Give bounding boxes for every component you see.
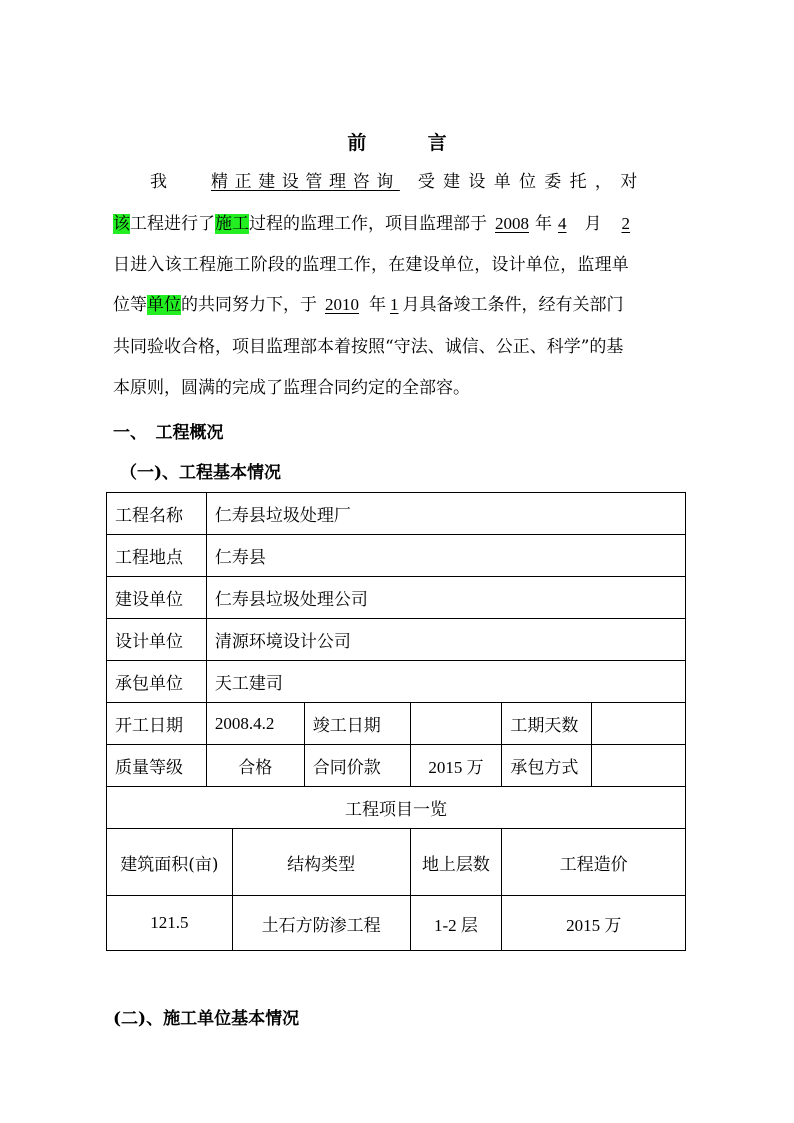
highlight-1: 该 — [113, 214, 130, 234]
supervisor-org-name: 精正建设管理咨询 — [211, 172, 400, 192]
para-line-4: 位等单位的共同努力下，于 2010 年 1 月具备竣工条件，经有关部门 — [113, 295, 624, 315]
start-day: 2 — [621, 214, 630, 233]
title-char-left: 前 — [347, 132, 367, 154]
section-heading-1-1: （一)、工程基本情况 — [120, 463, 282, 483]
table-row — [107, 703, 686, 745]
section-heading-1: 一、 工程概况 — [113, 423, 224, 443]
end-date-value — [410, 703, 502, 745]
cell-label: 承包单位 — [107, 661, 207, 703]
cell-label: 质量等级 — [107, 745, 207, 787]
start-date-value: 2008.4.2 — [206, 703, 304, 745]
cell-label: 建设单位 — [107, 577, 207, 619]
table-row — [107, 661, 686, 703]
cell-label: 承包方式 — [502, 745, 592, 787]
para-line-6: 本原则，圆满的完成了监理合同约定的全部容。 — [113, 378, 470, 398]
page-title — [0, 128, 794, 155]
cell-value: 仁寿县 — [206, 535, 685, 577]
highlight-3: 单位 — [147, 295, 181, 315]
highlight-2: 施工 — [215, 214, 249, 234]
cell-label: 工程名称 — [107, 493, 207, 535]
cell-value: 仁寿县垃圾处理公司 — [206, 577, 685, 619]
start-year: 2008 — [495, 214, 529, 233]
header-floors: 地上层数 — [410, 829, 502, 896]
table-row — [107, 577, 686, 619]
value-cost: 2015 万 — [502, 896, 686, 951]
cell-label: 工程地点 — [107, 535, 207, 577]
project-info-table — [106, 492, 686, 951]
mode-value — [592, 745, 686, 787]
para-line-1: 我 精正建设管理咨询 受建设单位委托，对 — [150, 172, 646, 192]
cell-value: 仁寿县垃圾处理厂 — [206, 493, 685, 535]
section-heading-1-2: (二)、施工单位基本情况 — [113, 1009, 300, 1029]
table-row — [107, 745, 686, 787]
cell-value: 清源环境设计公司 — [206, 619, 685, 661]
title-char-right: 言 — [427, 132, 447, 154]
table-row — [107, 535, 686, 577]
cell-label: 工期天数 — [502, 703, 592, 745]
table-row — [107, 896, 686, 951]
overview-title: 工程项目一览 — [107, 787, 686, 829]
value-area: 121.5 — [107, 896, 233, 951]
value-structure: 土石方防渗工程 — [232, 896, 410, 951]
completion-year: 2010 — [325, 295, 359, 314]
para-line-3: 日进入该工程施工阶段的监理工作，在建设单位，设计单位，监理单 — [113, 255, 629, 275]
cell-value: 天工建司 — [206, 661, 685, 703]
para-line-2: 该工程进行了施工过程的监理工作，项目监理部于 2008 年 4 月 2 — [113, 214, 630, 234]
days-value — [592, 703, 686, 745]
header-structure: 结构类型 — [232, 829, 410, 896]
header-area: 建筑面积(亩) — [107, 829, 233, 896]
table-row — [107, 787, 686, 829]
completion-month: 1 — [390, 295, 399, 314]
header-cost: 工程造价 — [502, 829, 686, 896]
para-line-5: 共同验收合格，项目监理部本着按照“守法、诚信、公正、科学”的基 — [113, 337, 624, 357]
table-row — [107, 829, 686, 896]
cell-label: 竣工日期 — [304, 703, 410, 745]
cell-label: 设计单位 — [107, 619, 207, 661]
cell-label: 合同价款 — [304, 745, 410, 787]
start-month: 4 — [558, 214, 567, 233]
cell-label: 开工日期 — [107, 703, 207, 745]
table-row — [107, 493, 686, 535]
price-value: 2015 万 — [410, 745, 502, 787]
table-row — [107, 619, 686, 661]
value-floors: 1-2 层 — [410, 896, 502, 951]
quality-value: 合格 — [206, 745, 304, 787]
